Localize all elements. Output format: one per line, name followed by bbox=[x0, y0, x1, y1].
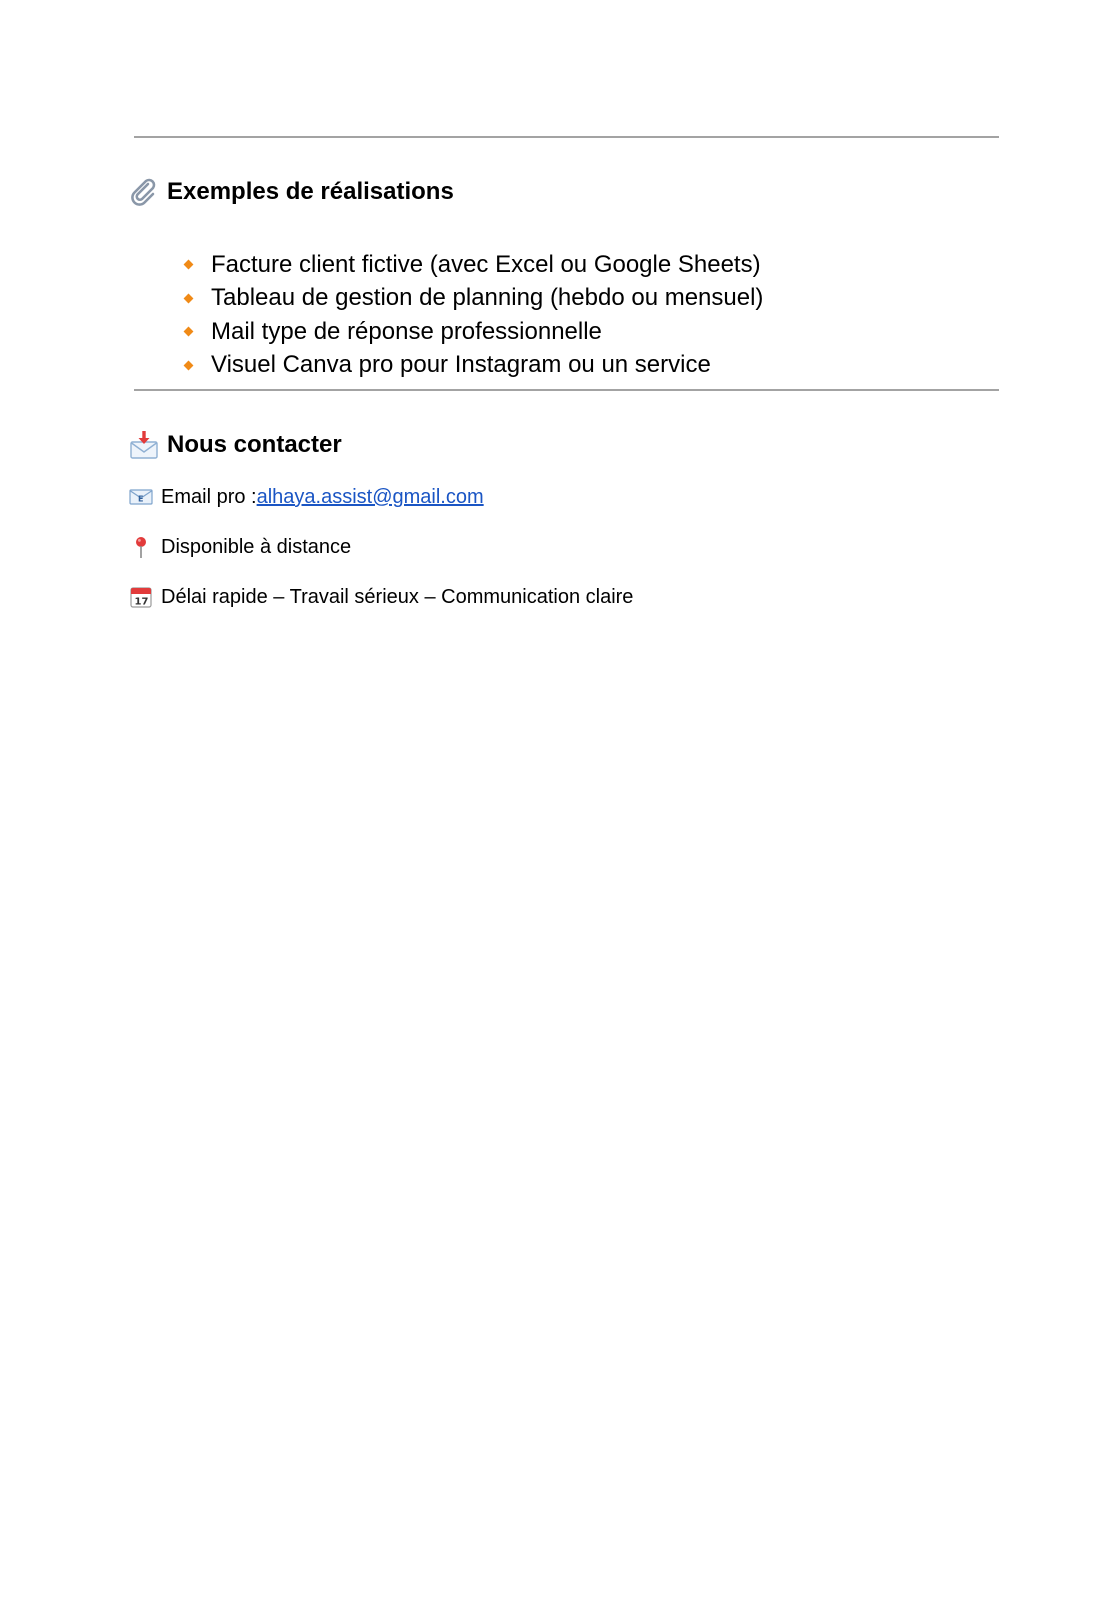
tagline-text: Délai rapide – Travail sérieux – Communication claire bbox=[161, 586, 634, 608]
list-item-text: Visuel Canva pro pour Instagram ou un service bbox=[211, 351, 711, 379]
pushpin-icon bbox=[129, 535, 153, 559]
svg-text:E: E bbox=[138, 494, 144, 504]
email-icon bbox=[129, 485, 153, 509]
bullet-diamond-icon bbox=[184, 360, 194, 370]
bullet-diamond-icon bbox=[184, 293, 194, 303]
email-link[interactable]: alhaya.assist@gmail.com bbox=[256, 486, 484, 508]
list-item bbox=[180, 315, 763, 349]
examples-heading-text: Exemples de réalisations bbox=[167, 178, 454, 205]
list-item bbox=[180, 248, 763, 282]
tagline-line bbox=[129, 584, 633, 610]
list-item-text: Mail type de réponse professionnelle bbox=[211, 317, 602, 345]
contact-heading bbox=[129, 430, 342, 460]
calendar-icon bbox=[129, 585, 153, 609]
examples-list bbox=[180, 248, 763, 382]
list-item bbox=[180, 282, 763, 316]
svg-text:17: 17 bbox=[134, 596, 149, 608]
inbox-tray-icon bbox=[129, 430, 159, 460]
horizontal-divider-middle bbox=[134, 389, 999, 391]
horizontal-divider-top bbox=[134, 136, 999, 138]
examples-heading bbox=[129, 177, 454, 207]
paperclip-icon bbox=[129, 177, 159, 207]
contact-heading-text: Nous contacter bbox=[167, 431, 342, 458]
bullet-diamond-icon bbox=[184, 260, 194, 270]
list-item bbox=[180, 349, 763, 383]
list-item-text: Facture client fictive (avec Excel ou Google Sheets) bbox=[211, 250, 761, 278]
list-item-text: Tableau de gestion de planning (hebdo ou mensuel) bbox=[211, 284, 764, 312]
email-line bbox=[129, 484, 484, 510]
location-text: Disponible à distance bbox=[161, 536, 352, 558]
email-label: Email pro : bbox=[161, 486, 257, 508]
bullet-diamond-icon bbox=[184, 327, 194, 337]
location-line bbox=[129, 534, 351, 560]
